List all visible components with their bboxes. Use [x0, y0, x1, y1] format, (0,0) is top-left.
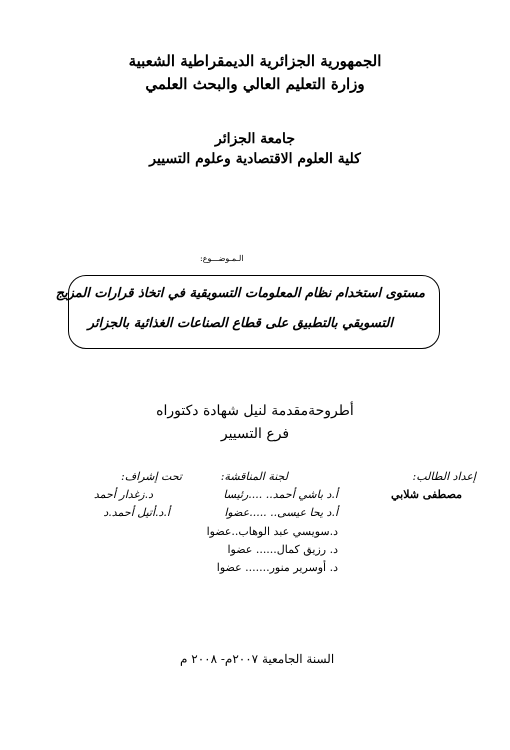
- committee-member: د. رزيق كمال...... عضوا: [227, 543, 338, 556]
- supervisor-name: د.زغدار أحمد: [93, 488, 153, 501]
- committee-member: د.سويسي عبد الوهاب..عضوا: [206, 525, 338, 538]
- thesis-degree: أطروحةمقدمة لنيل شهادة دكتوراه: [156, 403, 354, 419]
- committee-member: أ.د باشي أحمد.. ....رئيسا: [223, 488, 338, 501]
- ministry-name: وزارة التعليم العالي والبحث العلمي: [145, 75, 365, 93]
- student-name: مصطفى شلابي: [390, 488, 462, 501]
- committee-member: أ.د يحا عيسى.. .....عضوا: [224, 506, 338, 519]
- student-heading: إعداد الطالب:: [412, 470, 476, 483]
- co-supervisor-name: أ.د.أتيل أحمد.د: [103, 506, 170, 519]
- faculty-name: كلية العلوم الاقتصادية وعلوم التسيير: [149, 151, 361, 167]
- committee-member: د. أوسرير منور....... عضوا: [216, 561, 338, 574]
- supervision-heading: تحت إشراف:: [121, 470, 182, 483]
- academic-year: السنة الجامعية ٢٠٠٧م- ٢٠٠٨ م: [180, 652, 335, 666]
- university-name: جامعة الجزائر: [215, 131, 295, 147]
- thesis-title-box: [55, 275, 440, 349]
- thesis-title-line-1: مستوى استخدام نظام المعلومات التسويقية في اتخاذ قرارات المزيج: [55, 286, 425, 301]
- republic-name: الجمهورية الجزائرية الديمقراطية الشعبية: [128, 52, 382, 70]
- thesis-branch: فرع التسيير: [220, 426, 290, 442]
- committee-heading: لجنة المناقشة:: [220, 470, 288, 483]
- thesis-title-line-2: التسويقي بالتطبيق على قطاع الصناعات الغذائية بالجزائر: [87, 316, 393, 331]
- topic-label: الـمـوضـــوع:: [200, 254, 244, 263]
